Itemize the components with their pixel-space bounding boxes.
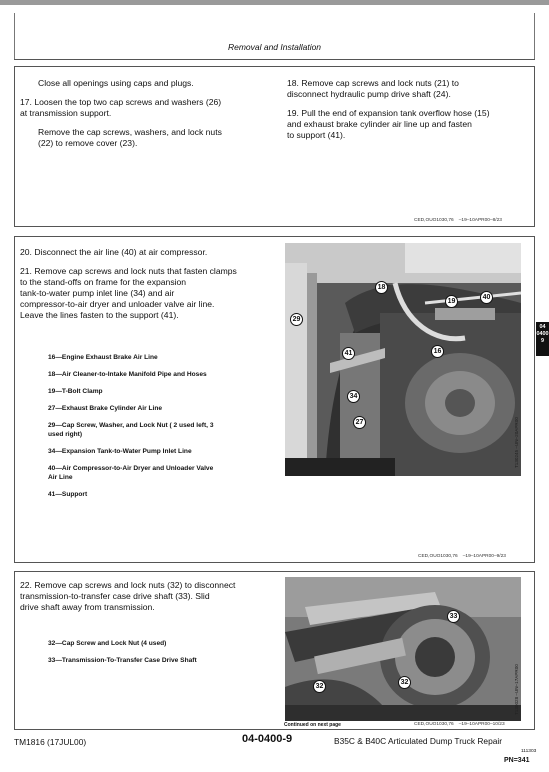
instruction-step-17-detail: Remove the cap screws, washers, and lock nuts (22) to remove cover (23). [38,127,222,148]
legend-item: 19—T-Bolt Clamp [48,387,103,395]
drive-shaft-photo [285,577,521,721]
instruction-step-20: 20. Disconnect the air line (40) at air compressor. [20,247,208,257]
section-1-left-column [20,78,278,149]
callout-19: 19 [445,295,458,308]
callout-41: 41 [342,347,355,360]
instruction-step-21: 21. Remove cap screws and lock nuts that fasten clamps to the stand-offs on frame for the expansion tank-to-water pump inlet line (34) and air compressor-to-air dryer and unloader valve air line. Leave the lines fasten to the support (41). [20,266,237,320]
callout-33: 33 [447,610,460,623]
legend-item: 34—Expansion Tank-to-Water Pump Inlet Line [48,448,192,456]
footer-page-number: 04-0400-9 [242,733,293,745]
photo-3-code: T130028 –UN–17APR00 [514,664,519,715]
section-side-tab: 04 0400 9 [536,322,549,356]
section-3-reference-code: CED,OUO1030,76 –19–10APR00–10/23 [414,722,505,727]
callout-16: 16 [431,345,444,358]
footer-code: 111303 [521,749,537,754]
header-right-rule [534,13,535,59]
legend-item: 32—Cap Screw and Lock Nut (4 used) [48,639,167,647]
section-2-reference-code: CED,OUO1030,76 –19–10APR00–9/23 [418,554,506,559]
drive-shaft-photo-illustration [285,577,521,721]
legend-item: 33—Transmission-To-Transfer Case Drive Shaft [48,656,197,664]
callout-18: 18 [375,281,388,294]
callout-40: 40 [480,291,493,304]
callout-32-left: 32 [313,680,326,693]
footer-pn: PN=341 [504,757,530,764]
callout-27: 27 [353,416,366,429]
header-rule [14,59,535,60]
engine-photo-illustration [285,243,521,476]
section-3-text [20,580,282,613]
instruction-step-22: 22. Remove cap screws and lock nuts (32) to disconnect transmission-to-transfer case drive shaft (33). Slid drive shaft away from transmission. [20,580,236,612]
photo-2-code: T130245 –UN–20APR00 [514,417,519,468]
header-left-rule [14,13,15,59]
instruction-step-18: 18. Remove cap screws and lock nuts (21) to disconnect hydraulic pump drive shaft (24). [287,78,459,99]
section-2-legend [48,345,253,508]
callout-32-right: 32 [398,676,411,689]
legend-item: 27—Exhaust Brake Cylinder Air Line [48,405,163,413]
footer-manual-id: TM1816 (17JUL00) [14,737,87,747]
section-1-reference-code: CED,OUO1030,76 –19–10APR00–8/23 [414,218,502,223]
section-2-text [20,247,282,321]
section-1-right-column [287,78,532,141]
legend-item: 40—Air Compressor-to-Air Dryer and Unloader Valve Air Line [48,465,214,481]
legend-item: 18—Air Cleaner-to-Intake Manifold Pipe and Hoses [48,370,207,378]
legend-item: 41—Support [48,491,88,499]
page-header-title: Removal and Installation [227,42,322,52]
top-border [0,0,549,5]
engine-compartment-photo [285,243,521,476]
instruction-caps-plugs: Close all openings using caps and plugs. [38,78,194,88]
instruction-step-19: 19. Pull the end of expansion tank overflow hose (15) and exhaust brake cylinder air line up and fasten to support (41). [287,108,490,140]
continued-note: Continued on next page [284,722,341,728]
callout-29: 29 [290,313,303,326]
section-3-legend [48,631,258,674]
legend-item: 16—Engine Exhaust Brake Air Line [48,353,158,361]
footer-manual-title: B35C & B40C Articulated Dump Truck Repair [334,736,503,746]
instruction-step-17: 17. Loosen the top two cap screws and washers (26) at transmission support. [20,97,222,118]
legend-item: 29—Cap Screw, Washer, and Lock Nut ( 2 used left, 3 used right) [48,422,214,438]
callout-34: 34 [347,390,360,403]
